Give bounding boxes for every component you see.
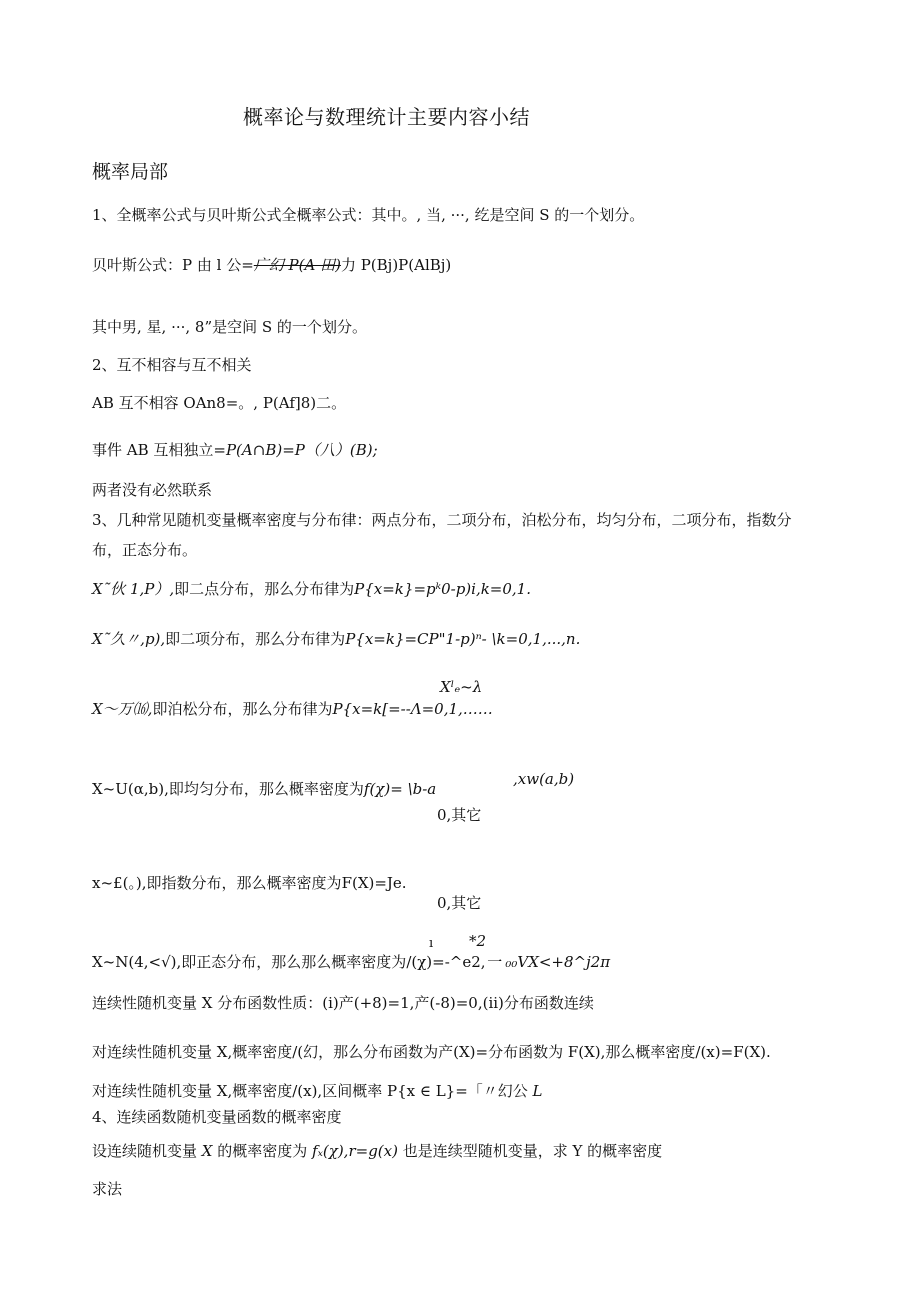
poisson-superscript: Xˡₑ~λ	[440, 678, 483, 696]
binomial-formula: P{x=k}=CP"1-p)ⁿ- \k=0,1,...,n.	[345, 630, 581, 648]
distributions-intro-line-2: 布，正态分布。	[92, 541, 198, 559]
bayes-formula-struck: 广幻 P(A 田)	[253, 256, 341, 274]
subsection-function-density: 4、连续函数随机变量函数的概率密度	[92, 1108, 342, 1126]
interval-probability-text: 对连续性随机变量 X,概率密度/(x),区间概率 P{x ∈ L}=「〃幻公	[92, 1082, 533, 1100]
total-probability-line: 1、全概率公式与贝叶斯公式全概率公式：其中。, 当, ···, 纥是空间 S 的一个划分。	[92, 206, 645, 224]
distributions-intro-line: 3、几种常见随机变量概率密度与分布律：两点分布，二项分布，泊松分布，均匀分布，二项分布，指数分	[92, 511, 792, 529]
independence-line	[92, 441, 378, 459]
poisson-formula: P{x=k[=--Λ=0,1,……	[332, 700, 493, 718]
method-heading: 求法	[92, 1180, 123, 1198]
uniform-line	[92, 780, 436, 798]
two-point-line	[92, 580, 531, 598]
uniform-formula: f(χ)= \b-a	[363, 780, 437, 798]
function-density-text-1: 设连续随机变量	[92, 1142, 202, 1160]
binomial-var: X˜久〃,p),	[92, 630, 166, 648]
uniform-var: X~U(α,b),	[92, 780, 169, 798]
cdf-properties-line: 连续性随机变量 X 分布函数性质：(i)产(+8)=1,产(-8)=0,(ii)分布函数连续	[92, 994, 594, 1012]
exponential-text: 即指数分布，那么概率密度为	[146, 874, 342, 892]
exponential-otherwise: 0,其它	[437, 894, 482, 912]
function-density-line	[92, 1142, 662, 1160]
bayes-formula-line	[92, 256, 451, 274]
uniform-condition: ,xw(a,b)	[513, 770, 575, 788]
normal-superscript-1: ı	[429, 936, 434, 951]
exponential-var: x~£(。),	[92, 874, 147, 892]
section-heading: 概率局部	[92, 162, 169, 183]
normal-text: 即正态分布，那么那么概率密度为	[181, 953, 407, 971]
independence-label: 事件 AB 互相独立=	[92, 441, 226, 459]
uniform-otherwise: 0,其它	[437, 806, 482, 824]
two-point-formula: P{x=k}=pᵏ0-p)i,k=0,1.	[354, 580, 531, 598]
poisson-line	[92, 700, 493, 718]
uniform-text: 即均匀分布，那么概率密度为	[168, 780, 364, 798]
interval-probability-l: L	[532, 1082, 543, 1100]
binomial-text: 即二项分布，那么分布律为	[165, 630, 346, 648]
bayes-label: 贝叶斯公式：P 由 l 公=	[92, 256, 254, 274]
function-density-text-3: 也是连续型随机变量，求 Y 的概率密度	[397, 1142, 663, 1160]
normal-formula: /(χ)=-^e2,	[406, 953, 486, 971]
subsection-mutual-exclusion: 2、互不相容与互不相关	[92, 356, 252, 374]
normal-var: X~N(4,<√),	[92, 953, 182, 971]
mutually-exclusive-line: AB 互不相容 OAn8=。, P(Af]8)二。	[92, 394, 347, 412]
normal-domain: 一 ₀₀VX<+8^j2π	[485, 953, 611, 971]
no-relation-line: 两者没有必然联系	[92, 481, 213, 499]
function-density-var: X	[201, 1142, 213, 1160]
independence-formula: P(A∩B)=P（八）(B);	[225, 441, 378, 459]
partition-line: 其中男, 星, ···, 8”是空间 S 的一个划分。	[92, 318, 367, 336]
two-point-var: X˜伙 1,P）,	[92, 580, 175, 598]
poisson-var: X～万⒃,	[92, 700, 153, 718]
poisson-text: 即泊松分布，那么分布律为	[152, 700, 333, 718]
normal-superscript-2: *2	[469, 932, 487, 950]
function-density-text-2: 的概率密度为	[212, 1142, 313, 1160]
exponential-formula: F(X)=Je.	[341, 874, 407, 892]
page-title: 概率论与数理统计主要内容小结	[243, 107, 530, 129]
normal-line	[92, 953, 610, 971]
interval-probability-line	[92, 1082, 543, 1100]
binomial-line	[92, 630, 580, 648]
exponential-line	[92, 874, 407, 892]
two-point-text: 即二点分布，那么分布律为	[174, 580, 355, 598]
bayes-formula-rest: 力 P(Bj)P(AlBj)	[340, 256, 452, 274]
function-density-formula: fₓ(χ),r=g(x)	[312, 1142, 398, 1160]
cdf-density-line: 对连续性随机变量 X,概率密度/(幻，那么分布函数为产(X)=分布函数为 F(X),那么概率密度/(x)=F(X).	[92, 1043, 771, 1061]
